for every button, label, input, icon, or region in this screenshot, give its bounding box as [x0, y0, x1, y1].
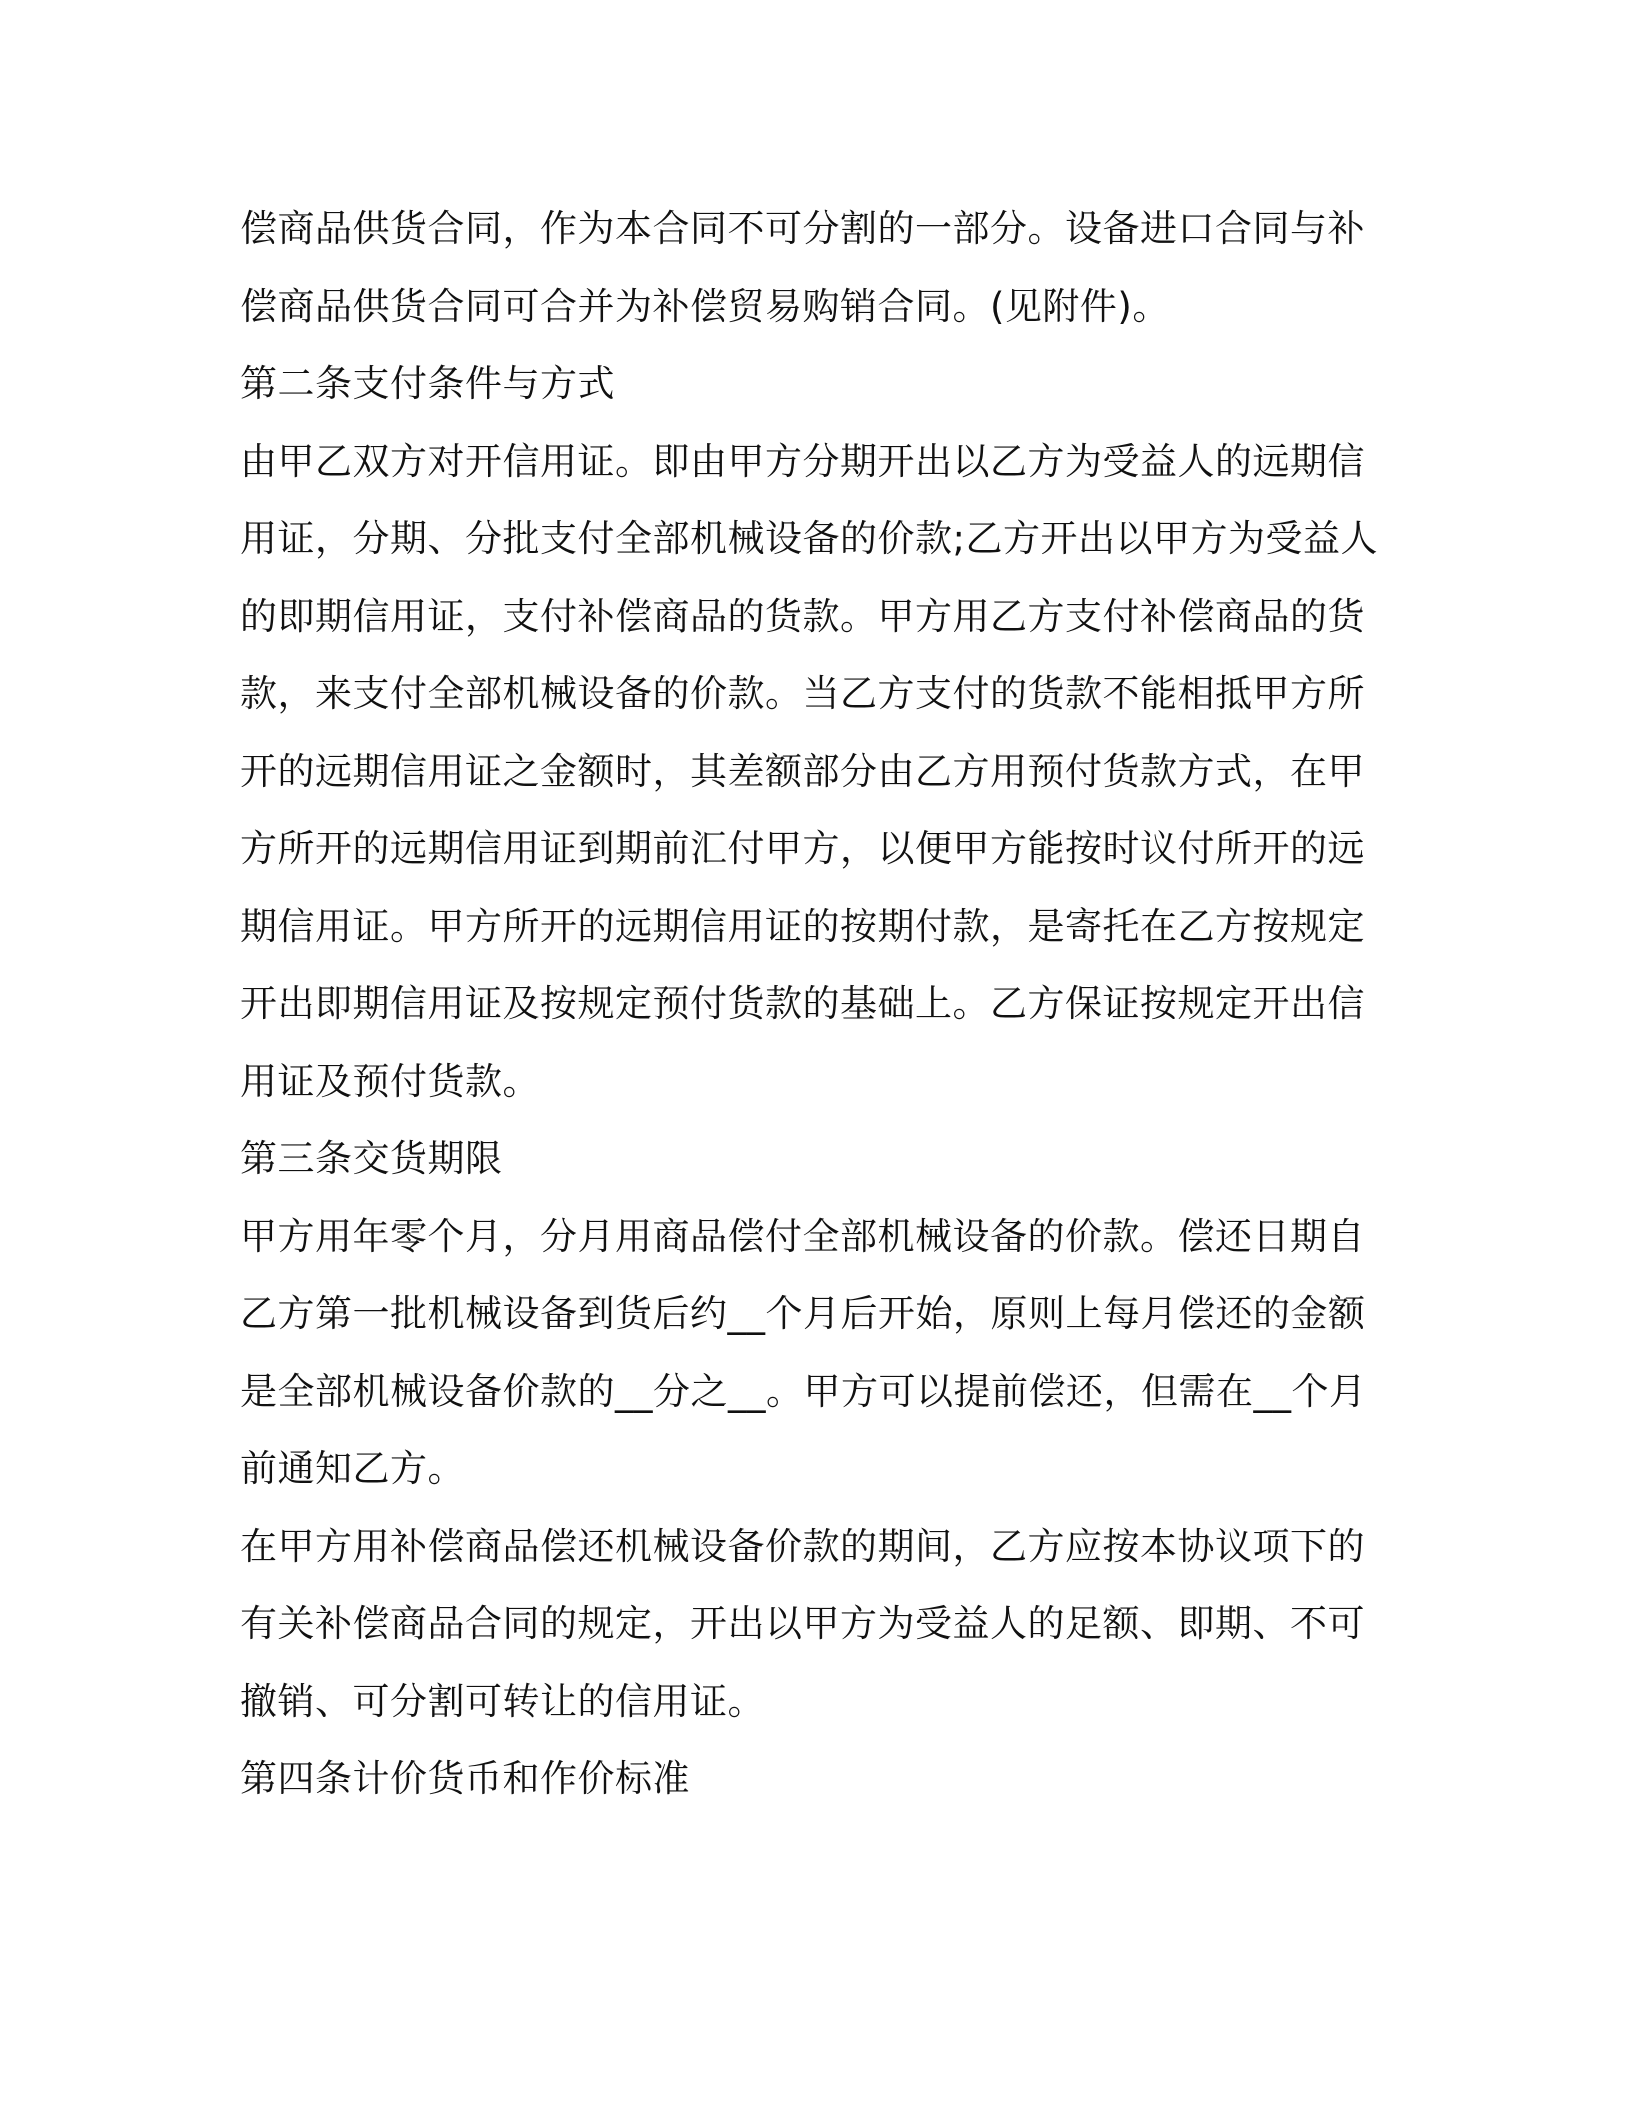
paragraph-line: 偿商品供货合同可合并为补偿贸易购销合同。(见附件)。: [240, 284, 1170, 328]
paragraph-line: 是全部机械设备价款的__分之__。甲方可以提前偿还，但需在__个月: [240, 1369, 1367, 1413]
section-heading-delivery: 第三条交货期限: [240, 1137, 503, 1180]
paragraph-line: 期信用证。甲方所开的远期信用证的按期付款，是寄托在乙方按规定: [240, 904, 1365, 948]
section-heading-pricing: 第四条计价货币和作价标准: [240, 1757, 690, 1800]
paragraph-line: 用证，分期、分批支付全部机械设备的价款;乙方开出以甲方为受益人: [240, 517, 1378, 560]
paragraph-line: 开的远期信用证之金额时，其差额部分由乙方用预付货款方式，在甲: [240, 749, 1365, 793]
paragraph-line: 用证及预付货款。: [240, 1059, 540, 1103]
paragraph-line: 撤销、可分割可转让的信用证。: [240, 1679, 765, 1723]
document-page: [240, 190, 1380, 1818]
paragraph-line: 由甲乙双方对开信用证。即由甲方分期开出以乙方为受益人的远期信: [240, 439, 1365, 483]
paragraph-line: 前通知乙方。: [240, 1447, 465, 1490]
paragraph-line: 有关补偿商品合同的规定，开出以甲方为受益人的足额、即期、不可: [240, 1602, 1365, 1645]
paragraph-line: 偿商品供货合同，作为本合同不可分割的一部分。设备进口合同与补: [240, 207, 1365, 250]
paragraph-line: 开出即期信用证及按规定预付货款的基础上。乙方保证按规定开出信: [240, 982, 1365, 1025]
paragraph-line: 甲方用年零个月，分月用商品偿付全部机械设备的价款。偿还日期自: [240, 1214, 1365, 1258]
paragraph-line: 方所开的远期信用证到期前汇付甲方，以便甲方能按时议付所开的远: [240, 827, 1365, 870]
paragraph-line: 款，来支付全部机械设备的价款。当乙方支付的货款不能相抵甲方所: [240, 672, 1365, 715]
paragraph-line: 的即期信用证，支付补偿商品的货款。甲方用乙方支付补偿商品的货: [240, 594, 1365, 638]
paragraph-line: 乙方第一批机械设备到货后约__个月后开始，原则上每月偿还的金额: [240, 1292, 1366, 1335]
section-heading-payment: 第二条支付条件与方式: [240, 362, 615, 405]
paragraph-line: 在甲方用补偿商品偿还机械设备价款的期间，乙方应按本协议项下的: [240, 1524, 1365, 1568]
